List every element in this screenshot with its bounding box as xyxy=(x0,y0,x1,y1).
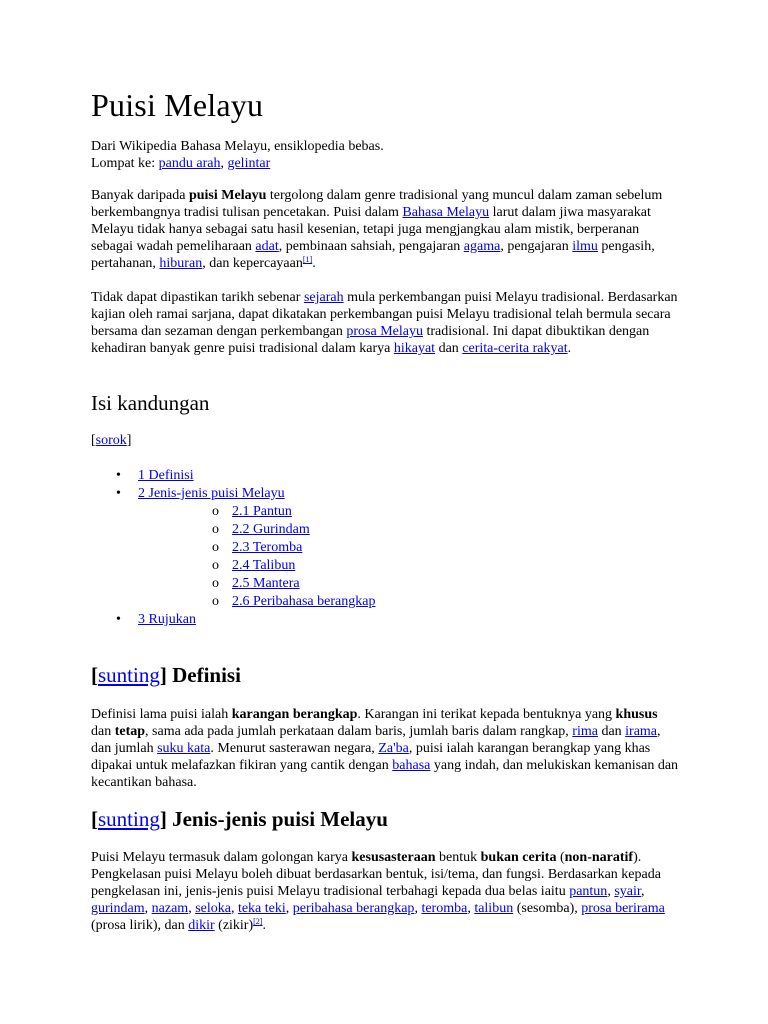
link-rima[interactable]: rima xyxy=(572,724,598,739)
toc-link-mantera[interactable]: 2.5 Mantera xyxy=(232,576,300,591)
edit-section-link[interactable]: sunting xyxy=(98,663,160,687)
bullet-icon: • xyxy=(116,486,121,501)
jump-search-link[interactable]: gelintar xyxy=(227,156,271,171)
link-syair[interactable]: syair xyxy=(614,884,641,899)
toc-toggle: [sorok] xyxy=(91,433,132,448)
bullet-icon: • xyxy=(116,612,121,627)
link-sejarah[interactable]: sejarah xyxy=(303,290,344,305)
section-heading-jenis-jenis: [sunting] Jenis-jenis puisi Melayu xyxy=(91,807,388,831)
link-hikayat[interactable]: hikayat xyxy=(393,341,436,356)
intro-paragraph-1: Banyak daripada puisi Melayu tergolong dalam genre tradisional yang muncul dalam zaman sebelum berkembangnya tradisi tulisan pencetakan. Puisi dalam Bahasa Melayu larut dalam jiwa masyarakat Melayu tidak hanya sebagai satu hasil kesenian, tetapi juga mengjangkau alam mistik, berperanan sebagai wadah pemeliharaan adat, pembinaan sahsiah, pengajaran agama, pengajaran ilmu pengasih, pertahanan, hiburan, dan kepercayaan[1]. xyxy=(91,188,663,271)
link-talibun[interactable]: talibun xyxy=(474,901,514,916)
link-suku-kata[interactable]: suku kata xyxy=(157,741,211,756)
link-ilmu[interactable]: ilmu xyxy=(572,239,598,254)
bullet-icon: • xyxy=(116,468,121,483)
table-of-contents xyxy=(91,467,375,629)
circle-bullet-icon: o xyxy=(212,522,219,537)
intro-paragraph-2: Tidak dapat dipastikan tarikh sebenar sejarah mula perkembangan puisi Melayu tradisional. Berdasarkan kajian oleh ramai sarjana, dapat dikatakan perkembangan puisi Melayu tradisional telah bermula secara bersama dan sezaman dengan perkembangan prosa Melayu tradisional. Ini dapat dibuktikan dengan kehadiran banyak genre puisi tradisional dalam karya hikayat dan cerita-cerita rakyat. xyxy=(91,290,678,356)
toc-link-jenis-jenis[interactable]: 2 Jenis-jenis puisi Melayu xyxy=(138,486,285,501)
link-peribahasa-berangkap[interactable]: peribahasa berangkap xyxy=(292,901,415,916)
toc-item xyxy=(91,467,375,485)
link-agama[interactable]: agama xyxy=(463,239,501,254)
toc-subitem xyxy=(138,539,375,557)
site-tagline: Dari Wikipedia Bahasa Melayu, ensiklopedia bebas. xyxy=(91,139,384,154)
link-prosa-melayu[interactable]: prosa Melayu xyxy=(346,324,423,339)
link-seloka[interactable]: seloka xyxy=(195,901,231,916)
toc-link-teromba[interactable]: 2.3 Teromba xyxy=(232,540,303,555)
toc-subitem xyxy=(138,521,375,539)
link-hiburan[interactable]: hiburan xyxy=(159,256,203,271)
link-zaba[interactable]: Za'ba xyxy=(378,741,409,756)
link-adat[interactable]: adat xyxy=(255,239,279,254)
jump-to: Lompat ke: pandu arah, gelintar xyxy=(91,156,271,171)
toc-subitem xyxy=(138,503,375,521)
reference-2-link[interactable]: [2] xyxy=(253,917,263,926)
reference-1-link[interactable]: [1] xyxy=(302,255,313,264)
site-subtitle xyxy=(91,138,384,172)
toc-link-gurindam[interactable]: 2.2 Gurindam xyxy=(232,522,310,537)
circle-bullet-icon: o xyxy=(212,504,219,519)
toc-link-rujukan[interactable]: 3 Rujukan xyxy=(138,612,196,627)
link-dikir[interactable]: dikir xyxy=(188,918,215,933)
link-nazam[interactable]: nazam xyxy=(151,901,189,916)
circle-bullet-icon: o xyxy=(212,594,219,609)
circle-bullet-icon: o xyxy=(212,558,219,573)
toc-hide-link[interactable]: sorok xyxy=(95,433,127,448)
link-pantun[interactable]: pantun xyxy=(569,884,608,899)
link-teromba[interactable]: teromba xyxy=(421,901,468,916)
toc-sublist xyxy=(138,503,375,611)
link-bahasa-melayu[interactable]: Bahasa Melayu xyxy=(402,205,490,220)
jump-label: Lompat ke: xyxy=(91,156,159,171)
link-teka-teki[interactable]: teka teki xyxy=(237,901,286,916)
toc-item xyxy=(91,485,375,611)
jump-nav-link[interactable]: pandu arah xyxy=(158,156,221,171)
jenis-paragraph: Puisi Melayu termasuk dalam golongan karya kesusasteraan bentuk bukan cerita (non-naratif). Pengkelasan puisi Melayu boleh dibuat berdasarkan bentuk, isi/tema, dan fungsi. Berdasarkan kepada pengkelasan ini, jenis-jenis puisi Melayu tradisional terbahagi kepada dua belas iaitu pantun, syair, gurindam, nazam, seloka, teka teki, peribahasa berangkap, teromba, talibun (sesomba), prosa berirama (prosa lirik), dan dikir (zikir)[2]. xyxy=(91,850,665,933)
definisi-paragraph: Definisi lama puisi ialah karangan berangkap. Karangan ini terikat kepada bentuknya yang khusus dan tetap, sama ada pada jumlah perkataan dalam baris, jumlah baris dalam rangkap, rima dan irama, dan jumlah suku kata. Menurut sasterawan negara, Za'ba, puisi ialah karangan berangkap yang khas dipakai untuk melafazkan fikiran yang cantik dengan bahasa yang indah, dan melukiskan kemanisan dan kecantikan bahasa. xyxy=(91,707,679,790)
link-irama[interactable]: irama xyxy=(625,724,658,739)
circle-bullet-icon: o xyxy=(212,576,219,591)
link-cerita-rakyat[interactable]: cerita-cerita rakyat xyxy=(462,341,568,356)
toc-link-talibun[interactable]: 2.4 Talibun xyxy=(232,558,296,573)
toc-link-peribahasa[interactable]: 2.6 Peribahasa berangkap xyxy=(232,594,376,609)
toc-subitem xyxy=(138,557,375,575)
circle-bullet-icon: o xyxy=(212,540,219,555)
toc-link-definisi[interactable]: 1 Definisi xyxy=(138,468,194,483)
link-prosa-berirama[interactable]: prosa berirama xyxy=(581,901,665,916)
link-bahasa[interactable]: bahasa xyxy=(392,758,431,773)
toc-subitem xyxy=(138,575,375,593)
toc-subitem xyxy=(138,593,375,611)
link-gurindam[interactable]: gurindam xyxy=(91,901,145,916)
toc-item xyxy=(91,611,375,629)
edit-section-link[interactable]: sunting xyxy=(98,807,160,831)
toc-heading: Isi kandungan xyxy=(91,391,210,415)
page-title: Puisi Melayu xyxy=(91,87,264,123)
section-heading-definisi: [sunting] Definisi xyxy=(91,663,241,687)
toc-link-pantun[interactable]: 2.1 Pantun xyxy=(232,504,292,519)
